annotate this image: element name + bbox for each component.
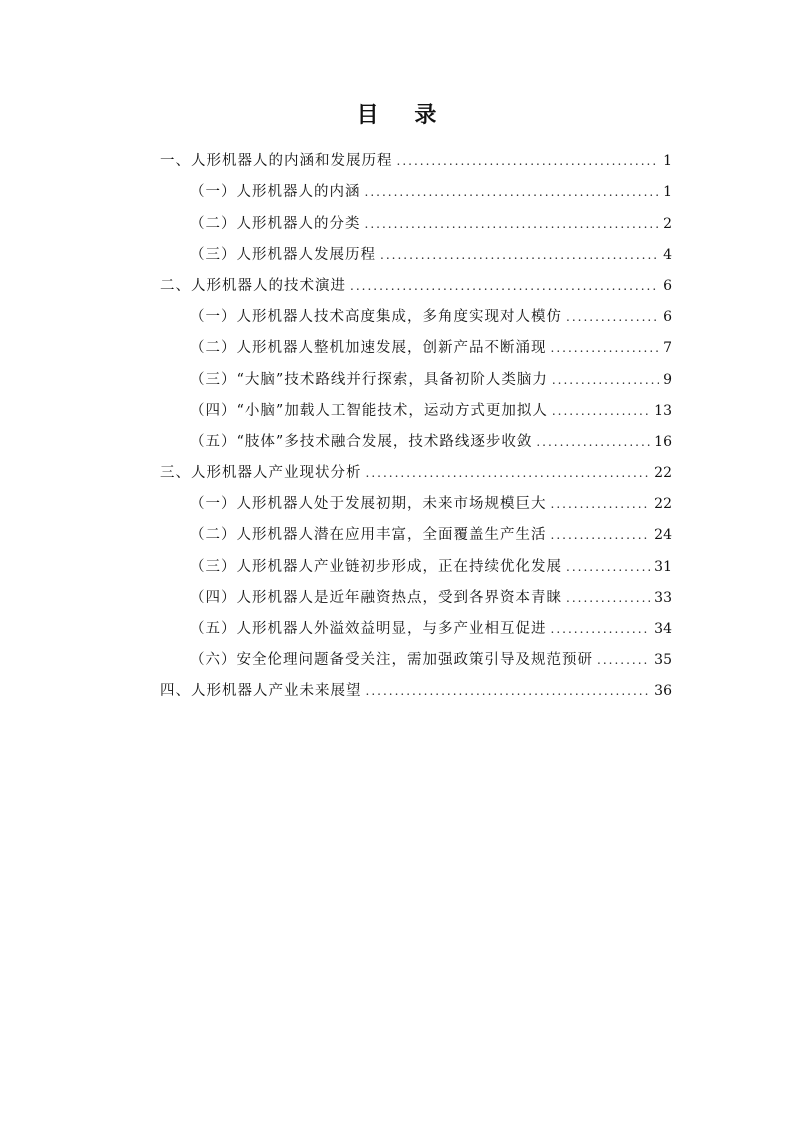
toc-entry-text: 一、人形机器人的内涵和发展历程 — [160, 153, 393, 170]
toc-page-number: 6 — [663, 277, 672, 294]
toc-entry-text: （三）人形机器人产业链初步形成，正在持续优化发展 — [190, 558, 562, 575]
toc-entry-text: （四）“小脑”加载人工智能技术，运动方式更加拟人 — [190, 402, 548, 419]
toc-dot-leader — [551, 494, 651, 514]
toc-entry[interactable] — [160, 358, 672, 389]
toc-page-number: 13 — [654, 402, 672, 419]
toc-entry[interactable] — [160, 608, 672, 639]
toc-dot-leader — [380, 245, 659, 265]
toc-dot-leader — [566, 588, 650, 608]
toc-page-number: 6 — [663, 309, 672, 326]
toc-entry-text: （三）人形机器人发展历程 — [190, 246, 376, 263]
toc-entry[interactable] — [160, 327, 672, 358]
toc-entry-text: 二、人形机器人的技术演进 — [160, 277, 346, 294]
toc-dot-leader — [566, 557, 650, 577]
toc-entry-text: （二）人形机器人潜在应用丰富，全面覆盖生产生活 — [190, 527, 547, 544]
toc-entry[interactable] — [160, 639, 672, 670]
toc-entry[interactable] — [160, 234, 672, 265]
toc-entry-text: （二）人形机器人整机加速发展，创新产品不断涌现 — [190, 340, 547, 357]
toc-page-number: 24 — [654, 527, 672, 544]
toc-dot-leader — [536, 432, 650, 452]
toc-dot-leader — [365, 182, 660, 202]
toc-entry-text: （五）“肢体”多技术融合发展，技术路线逐步收敛 — [190, 433, 533, 450]
toc-page-number: 22 — [654, 465, 672, 482]
toc-entry-text: 四、人形机器人产业未来展望 — [160, 683, 362, 700]
toc-entry-text: （五）人形机器人外溢效益明显，与多产业相互促进 — [190, 621, 547, 637]
toc-page-number: 1 — [663, 184, 672, 201]
toc-page-number: 7 — [663, 340, 672, 357]
toc-page-number: 9 — [663, 371, 672, 388]
toc-entry[interactable] — [160, 421, 672, 452]
toc-page-number: 22 — [654, 496, 672, 513]
table-of-contents — [160, 140, 672, 701]
toc-entry[interactable] — [160, 296, 672, 327]
toc-dot-leader — [552, 370, 659, 390]
toc-title: 目 录 — [356, 103, 451, 128]
toc-entry[interactable] — [160, 265, 672, 296]
toc-page-number: 4 — [663, 246, 672, 263]
toc-dot-leader — [366, 681, 651, 701]
toc-dot-leader — [397, 151, 660, 171]
toc-dot-leader — [551, 619, 651, 639]
toc-page-number: 33 — [654, 589, 672, 606]
toc-page-number: 36 — [654, 683, 672, 700]
toc-entry[interactable] — [160, 140, 672, 171]
toc-entry[interactable] — [160, 202, 672, 233]
toc-dot-leader — [551, 338, 660, 358]
toc-entry[interactable] — [160, 577, 672, 608]
toc-entry[interactable] — [160, 514, 672, 545]
toc-entry-text: 三、人形机器人产业现状分析 — [160, 465, 362, 482]
toc-entry-text: （一）人形机器人技术高度集成，多角度实现对人模仿 — [190, 309, 562, 326]
toc-page-number: 31 — [654, 558, 672, 575]
toc-dot-leader — [350, 276, 659, 296]
toc-entry-text: （二）人形机器人的分类 — [190, 215, 361, 232]
toc-dot-leader — [366, 463, 651, 483]
toc-dot-leader — [566, 307, 659, 327]
toc-entry[interactable] — [160, 452, 672, 483]
toc-entry-text: （六）安全伦理问题备受关注，需加强政策引导及规范预研 — [190, 652, 593, 669]
toc-entry[interactable] — [160, 171, 672, 202]
toc-entry[interactable] — [160, 545, 672, 576]
toc-dot-leader — [597, 650, 650, 670]
toc-entry-text: （一）人形机器人处于发展初期，未来市场规模巨大 — [190, 496, 547, 513]
toc-entry[interactable] — [160, 390, 672, 421]
toc-page-number: 1 — [663, 153, 672, 170]
toc-dot-leader — [552, 401, 650, 421]
toc-entry-text: （一）人形机器人的内涵 — [190, 184, 361, 201]
toc-dot-leader — [365, 214, 660, 234]
toc-page-number: 35 — [654, 652, 672, 669]
toc-entry-text: （三）“大脑”技术路线并行探索，具备初阶人类脑力 — [190, 371, 548, 388]
toc-dot-leader — [551, 525, 651, 545]
toc-entry-text: （四）人形机器人是近年融资热点，受到各界资本青睐 — [190, 589, 562, 606]
toc-page-number: 16 — [654, 433, 672, 450]
toc-page-number: 34 — [654, 621, 672, 637]
toc-entry[interactable] — [160, 483, 672, 514]
toc-page-number: 2 — [663, 215, 672, 232]
toc-entry[interactable] — [160, 670, 672, 701]
